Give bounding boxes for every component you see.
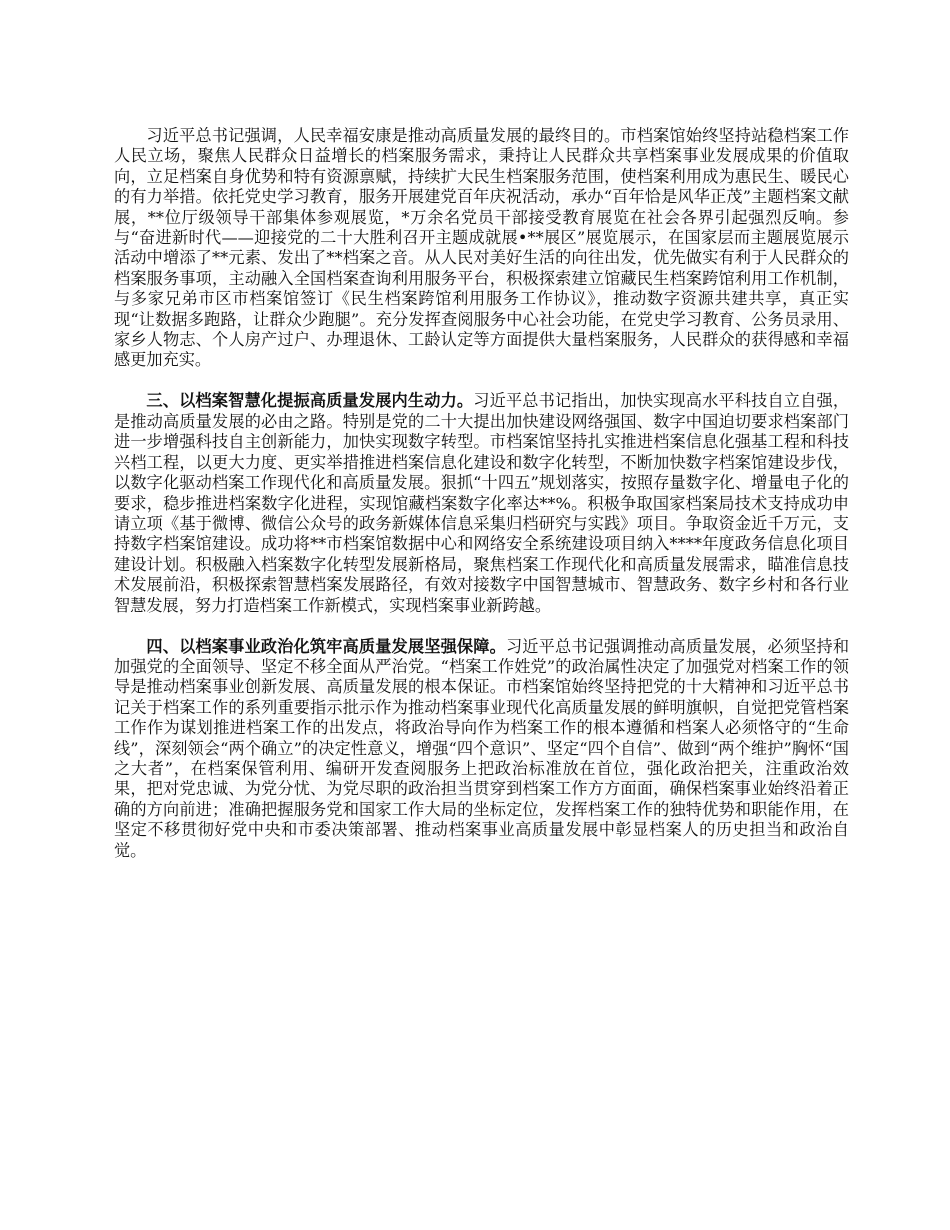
paragraph-body: 习近平总书记强调，人民幸福安康是推动高质量发展的最终目的。市档案馆始终坚持站稳档案工作人民立场，聚焦人民群众日益增长的档案服务需求，秉持让人民群众共享档案事业发展成果的价值取向，立足档案自身优势和特有资源禀赋，持续扩大民生档案服务范围，使档案利用成为惠民生、暖民心的有力举措。依托党史学习教育，服务开展建党百年庆祝活动，承办“百年恰是风华正茂”主题档案文献展，**位厅级领导干部集体参观展览，*万余名党员干部接受教育展览在社会各界引起强烈反响。参与“奋进新时代——迎接党的二十大胜利召开主题成就展•**展区”展览展示，在国家层而主题展览展示活动中增添了**元素、发出了**档案之音。从人民对美好生活的向往出发，优先做实有利于人民群众的档案服务事项，主动融入全国档案查询利用服务平台，积极探索建立馆藏民生档案跨馆利用工作机制，与多家兄弟市区市档案馆签订《民生档案跨馆利用服务工作协议》，推动数字资源共建共享，真正实现“让数据多跑路，让群众少跑腿”。充分发挥查阅服务中心社会功能，在党史学习教育、公务员录用、家乡人物志、个人房产过户、办理退休、工龄认定等方面提供大量档案服务，人民群众的获得感和幸福感更加充实。 [114,126,849,370]
section-three-heading: 三、以档案智慧化提振高质量发展内生动力。 [146,391,474,411]
paragraph-spacer [114,371,849,392]
paragraph-section-four [114,637,849,861]
section-four-body: 习近平总书记强调推动高质量发展，必须坚持和加强党的全面领导、坚定不移全面从严治党。“档案工作姓党”的政治属性决定了加强党对档案工作的领导是推动档案事业创新发展、高质量发展的根本保证。市档案馆始终坚持把党的十大精神和习近平总书记关于档案工作的系列重要指示批示作为推动档案事业现代化高质量发展的鲜明旗帜，自觉把党管档案工作作为谋划推进档案工作的出发点，将政治导向作为档案工作的根本遵循和档案人必须恪守的“生命线”，深刻领会“两个确立”的决定性意义，增强“四个意识”、坚定“四个自信”、做到“两个维护”胸怀“国之大者”，在档案保管利用、编研开发查阅服务上把政治标准放在首位，强化政治把关，注重政治效果，把对党忠诚、为党分忧、为党尽职的政治担当贯穿到档案工作方方面面，确保档案事业始终沿着正确的方向前进；准确把握服务党和国家工作大局的坐标定位，发挥档案工作的独特优势和职能作用，在坚定不移贯彻好党中央和市委决策部署、推动档案事业高质量发展中彰显档案人的历史担当和政治自觉。 [114,636,850,860]
paragraph-section-three [114,391,849,615]
section-three-body: 习近平总书记指出，加快实现高水平科技自立自强，是推动高质量发展的必由之路。特别是党的二十大提出加快建设网络强国、数字中国迫切要求档案部门进一步增强科技自主创新能力，加快实现数字转型。市档案馆坚持扎实推进档案信息化强基工程和科技兴档工程，以更大力度、更实举措推进档案信息化建设和数字化转型，不断加快数字档案馆建设步伐，以数字化驱动档案工作现代化和高质量发展。狠抓“十四五”规划落实，按照存量数字化、增量电子化的要求，稳步推进档案数字化进程，实现馆藏档案数字化率达**%。积极争取国家档案局技术支持成功申请立项《基于微博、微信公众号的政务新媒体信息采集归档研究与实践》项目。争取资金近千万元，支持数字档案馆建设。成功将**市档案馆数据中心和网络安全系统建设项目纳入****年度政务信息化项目建设计划。积极融入档案数字化转型发展新格局，聚焦档案工作现代化和高质量发展需求，瞄准信息技术发展前沿，积极探索智慧档案发展路径，有效对接数字中国智慧城市、智慧政务、数字乡村和各行业智慧发展，努力打造档案工作新模式，实现档案事业新跨越。 [114,391,850,615]
paragraph-spacer [114,616,849,637]
paragraph-people-livelihood [114,126,849,371]
section-four-heading: 四、以档案事业政治化筑牢高质量发展坚强保障。 [146,636,506,656]
document-page [114,126,849,861]
